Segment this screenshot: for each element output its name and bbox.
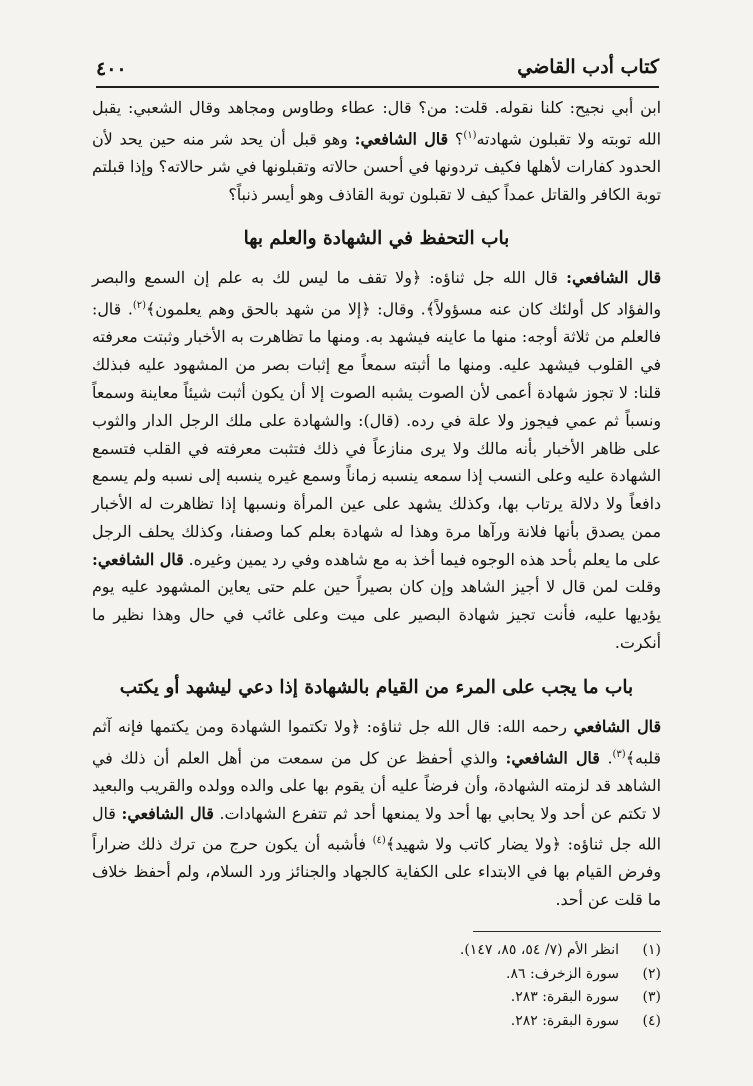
section-2-text-5: فأشبه أن يكون حرج من ترك ذلك ضراراً وفرض القيام بها في الابتداء على الكفاية كالجهاد والجنائز ورد السلام، ولم أحفظ خلاف ما قلت عن أحد. [92, 834, 661, 910]
section-2-text-4: قال الله جل ثناؤه: ﴿ولا يضار كاتب ولا شهيد﴾ [92, 803, 661, 854]
section-2-text-2: . [599, 747, 613, 767]
speaker-label: قال الشافعي: [121, 803, 214, 823]
footnote-text: انظر الأم (٧/ ٥٤، ٨٥، ١٤٧). [459, 942, 619, 958]
intro-text-2: ؟ [448, 129, 464, 149]
intro-paragraph [92, 94, 661, 208]
speaker-label: قال الشافعي: [92, 549, 184, 569]
section-heading-1: باب التحفظ في الشهادة والعلم بها [243, 228, 510, 250]
speaker-label: قال الشافعي: [505, 747, 600, 767]
section-2-text-3: والذي أحفظ عن كل من سمعت من أهل العلم أن ذلك في الشاهد قد لزمته الشهادة، وأن فرضاً عليه أن يقوم بها على والده وولده والقريب والبعيد لا تكتم عن أحد ولا يحابي بها أحد ولا يمنعها أحد ثم تتفرع الشهادات. [92, 747, 661, 823]
section-heading-2: باب ما يجب على المرء من القيام بالشهادة إذا دعي ليشهد أو يكتب [119, 676, 634, 698]
main-text [92, 94, 661, 914]
section-1-text-2: . قال: فالعلم من ثلاثة أوجه: منها ما عاينه فيشهد به. ومنها ما تظاهرت به الأخبار وثبتت معرفته في القلوب فيشهد عليه. ومنها ما أثبته سمعاً مع إثبات بصر من المشهود عليه فبذلك قلنا: لا تجوز شهادة أعمى لأن الصوت يشبه الصوت إلا أن يكون أثبت شيئاً معاينة وسمعاً ونسباً ثم عمي فيجوز ولا علة في رده. (قال): والشهادة على ملك الرجل الدار والثوب على ظاهر الأخبار بأنه مالك ولا يرى منازعاً في ذلك فتثبت معرفته في القلب فتسمع الشهادة عليه وعلى النسب إذا سمعه ينسبه زماناً وسمع غيره ينسبه إلى نسبه ولم يسمع دافعاً ولا دلالة يرتاب بها، وكذلك يشهد على عين المرأة ونسبها إذا تظاهرت له الأخبار ممن يصدق بأنها فلانة ورآها مرة وهذا له شهادة بعلم كما وصفنا، وكذلك يحلف الرجل على ما يعلم بأحد هذه الوجوه فيما أخذ به مع شاهده وفي رد يمين وغيره. [92, 299, 661, 569]
page-header [96, 50, 659, 88]
footnote-marker: (٣) [642, 989, 661, 1005]
footnote-marker: (٢) [642, 965, 661, 982]
page-number: ٤٠٠ [96, 58, 127, 80]
intro-text-3: وهو قبل أن يحد شر منه حين يحد لأن الحدود كفارات لأهلها فكيف تردونها في أحسن حالاته وتقبلونها في شر حالاته؟ وإذا قبلتم توبة الكافر والقاتل عمداً كيف لا تقبلون توبة القاذف وهو أيسر ذنباً؟ [92, 129, 661, 204]
footnote-text: سورة البقرة: ٢٨٢. [510, 1012, 619, 1029]
footnote-item [92, 939, 661, 963]
speaker-label: قال الشافعي [573, 716, 662, 736]
footnote-marker: (٤) [642, 1012, 661, 1029]
section-1-paragraph [92, 264, 661, 656]
footnote-ref-4: (٤) [372, 835, 386, 847]
running-title: كتاب أدب القاضي [517, 56, 659, 78]
footnote-marker: (١) [642, 942, 661, 958]
speaker-label: قال الشافعي: [354, 129, 449, 149]
footnote-item [92, 963, 661, 987]
footnote-text: سورة الزخرف: ٨٦. [506, 965, 619, 982]
footnotes [92, 939, 661, 1033]
footnote-item [92, 986, 661, 1010]
footnote-item [92, 1010, 661, 1034]
section-2-paragraph [92, 713, 661, 914]
section-2-text-1: رحمه الله: قال الله جل ثناؤه: ﴿ولا تكتموا الشهادة ومن يكتمها فإنه آثم قلبه﴾ [92, 716, 661, 767]
speaker-label: قال الشافعي: [566, 268, 661, 288]
footnote-ref-3: (٣) [612, 748, 626, 760]
footnote-ref-1: (١) [463, 129, 477, 141]
footnote-rule [473, 931, 661, 932]
header-rule [96, 86, 659, 88]
section-1-text-1: قال الله جل ثناؤه: ﴿ولا تقف ما ليس لك به علم إن السمع والبصر والفؤاد كل أولئك كان عنه مسؤولاً﴾. وقال: ﴿إلا من شهد بالحق وهم يعلمون﴾ [92, 268, 661, 319]
section-1-text-3: وقلت لمن قال لا أجيز الشاهد وإن كان بصيراً حين علم حتى يعاين المشهود عليه يوم يؤديها عليه، فأنت تجيز شهادة البصير على ميت وعلى غائب في حال وهذا نظير ما أنكرت. [92, 577, 661, 653]
footnote-text: سورة البقرة: ٢٨٣. [510, 989, 619, 1005]
footnote-ref-2: (٢) [132, 300, 147, 312]
intro-text-1: ابن أبي نجيح: كلنا نقوله. قلت: من؟ قال: عطاء وطاوس ومجاهد وقال الشعبي: يقبل الله توبته ولا تقبلون شهادته [92, 98, 661, 149]
